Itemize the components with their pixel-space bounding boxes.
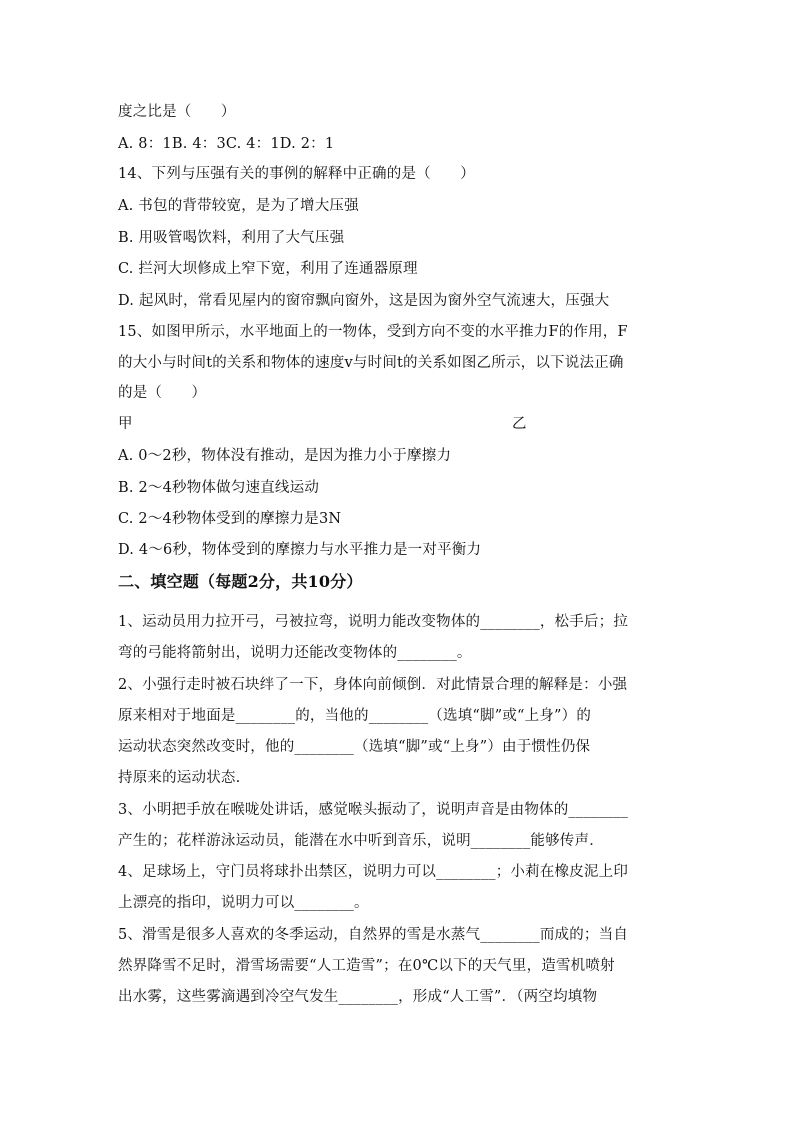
fill-4-line-1: 4、足球场上，守门员将球扑出禁区，说明力可以________；小莉在橡皮泥上印 bbox=[118, 864, 629, 880]
fill-5-line-2: 然界降雪不足时，滑雪场需要“人工造雪”；在0℃以下的天气里，造雪机喷射 bbox=[118, 958, 615, 974]
fill-5-line-1: 5、滑雪是很多人喜欢的冬季运动，自然界的雪是水蒸气________而成的；当自 bbox=[118, 927, 629, 943]
figure-label-right: 乙 bbox=[512, 416, 527, 432]
fill-2-line-2: 原来相对于地面是________的，当他的________（选填“脚”或“上身”）的 bbox=[118, 708, 592, 724]
figure-labels-row bbox=[118, 414, 678, 434]
fill-1-line-2: 弯的弓能将箭射出，说明力还能改变物体的________。 bbox=[118, 645, 472, 661]
question-14-option-d: D. 起风时，常看见屋内的窗帘飘向窗外，这是因为窗外空气流速大，压强大 bbox=[118, 293, 610, 309]
question-14-option-c: C. 拦河大坝修成上窄下宽，利用了连通器原理 bbox=[118, 261, 418, 277]
fill-5-line-3: 出水雾，这些雾滴遇到冷空气发生________，形成“人工雪”．（两空均填物 bbox=[118, 989, 598, 1005]
fill-2-line-4: 持原来的运动状态. bbox=[118, 770, 241, 786]
section-heading-fill-blank: 二、填空题（每题2分，共10分） bbox=[118, 572, 363, 591]
figure-label-left: 甲 bbox=[118, 416, 133, 432]
question-13-options: A. 8：1B. 4：3C. 4：1D. 2：1 bbox=[118, 136, 335, 152]
question-15-stem-line-1: 15、如图甲所示，水平地面上的一物体，受到方向不变的水平推力F的作用，F bbox=[118, 324, 628, 340]
question-14-option-b: B. 用吸管喝饮料，利用了大气压强 bbox=[118, 230, 345, 246]
question-15-stem-line-2: 的大小与时间t的关系和物体的速度v与时间t的关系如图乙所示，以下说法正确 bbox=[118, 355, 624, 371]
question-15-option-a: A. 0～2秒，物体没有推动，是因为推力小于摩擦力 bbox=[118, 448, 452, 464]
fill-2-line-3: 运动状态突然改变时，他的________（选填“脚”或“上身”）由于惯性仍保 bbox=[118, 739, 591, 755]
question-15-stem-line-3: 的是（ ） bbox=[118, 385, 207, 401]
question-15-option-d: D. 4～6秒，物体受到的摩擦力与水平推力是一对平衡力 bbox=[118, 542, 482, 558]
fill-2-line-1: 2、小强行走时被石块绊了一下，身体向前倾倒．对此情景合理的解释是：小强 bbox=[118, 677, 628, 693]
fill-4-line-2: 上漂亮的指印，说明力可以________。 bbox=[118, 895, 369, 911]
question-14-stem: 14、下列与压强有关的事例的解释中正确的是（ ） bbox=[118, 166, 475, 182]
question-13-stem-end: 度之比是（ ） bbox=[118, 104, 236, 120]
question-15-option-b: B. 2～4秒物体做匀速直线运动 bbox=[118, 480, 320, 496]
question-15-option-c: C. 2～4秒物体受到的摩擦力是3N bbox=[118, 511, 342, 527]
fill-3-line-1: 3、小明把手放在喉咙处讲话，感觉喉头振动了，说明声音是由物体的________ bbox=[118, 802, 629, 818]
fill-1-line-1: 1、运动员用力拉开弓，弓被拉弯，说明力能改变物体的________，松手后；拉 bbox=[118, 614, 629, 630]
question-14-option-a: A. 书包的背带较宽，是为了增大压强 bbox=[118, 198, 359, 214]
fill-3-line-2: 产生的；花样游泳运动员，能潜在水中听到音乐，说明________能够传声． bbox=[118, 833, 604, 849]
